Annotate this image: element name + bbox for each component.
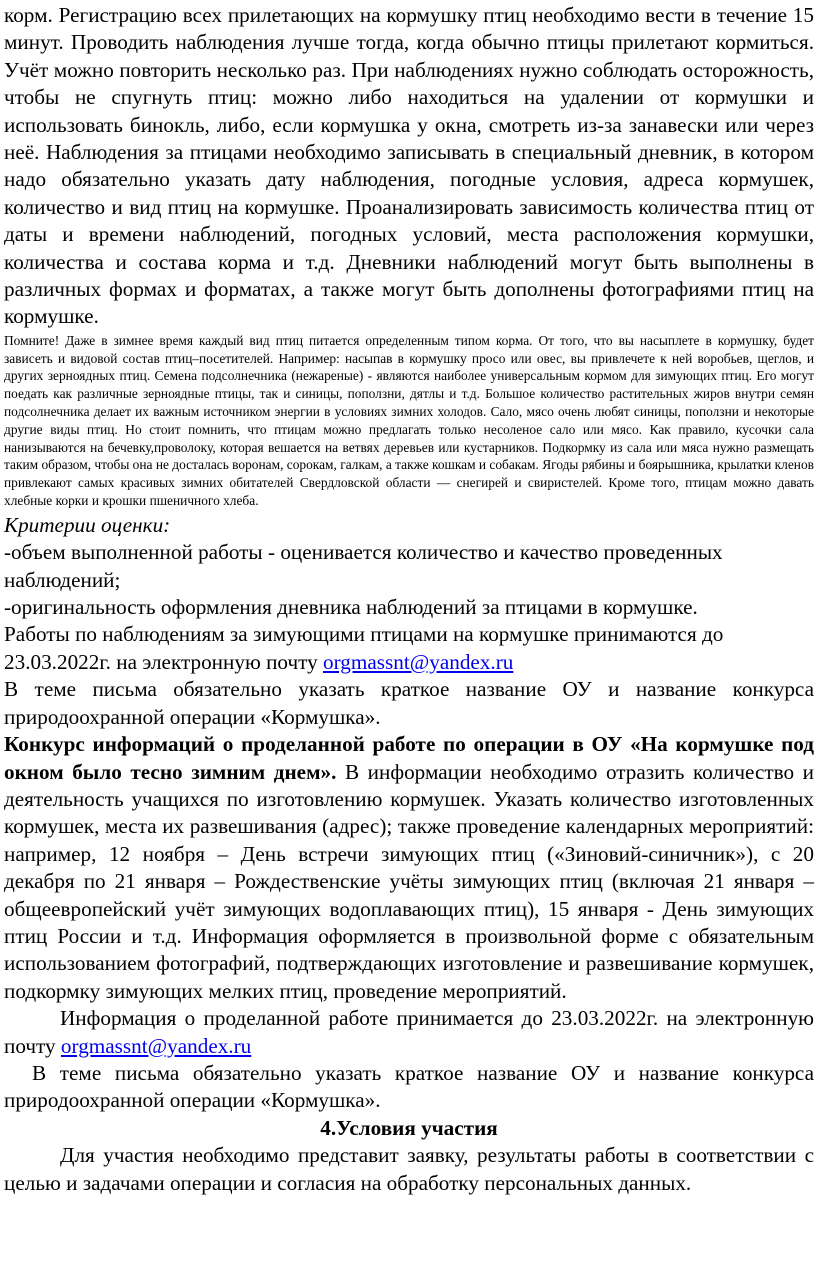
deadline-text-2: Информация о проделанной работе принимается до 23.03.2022г. на электронную почту [4, 1006, 814, 1058]
reminder-lead: Помните! [4, 332, 66, 348]
subject-paragraph-1: В теме письма обязательно указать краткое название ОУ и название конкурса природоохранной операции «Кормушка». [4, 677, 814, 729]
section-heading [4, 1115, 814, 1142]
contest-paragraph [4, 731, 814, 1005]
section-heading-text: 4.Условия участия [320, 1115, 498, 1140]
deadline-text-1: Работы по наблюдениям за зимующими птицами на кормушке принимаются до 23.03.2022г. на электронную почту [4, 622, 724, 674]
subject-paragraph-2: В теме письма обязательно указать краткое название ОУ и название конкурса природоохранной операции «Кормушка». [4, 1060, 814, 1113]
email-link-1[interactable]: orgmassnt@yandex.ru [323, 649, 514, 674]
observation-paragraph: корм. Регистрацию всех прилетающих на кормушку птиц необходимо вести в течение 15 минут. Проводить наблюдения лучше тогда, когда обычно птицы прилетают кормиться. Учёт можно повторить несколько раз. При наблюдениях нужно соблюдать осторожность, чтобы не спугнуть птиц: можно либо находиться на удалении от кормушки и использовать бинокль, либо, если кормушка у окна, смотреть из-за занавески или через неё. Наблюдения за птицами необходимо записывать в специальный дневник, в котором надо обязательно указать дату наблюдения, погодные условия, адреса кормушек, количество и вид птиц на кормушке. Проанализировать зависимость количества птиц от даты и времени наблюдений, погодных условий, места расположения кормушки, количества и состава корма и т.д. Дневники наблюдений могут быть выполнены в различных формах и форматах, а также могут быть дополнены фотографиями птиц на кормушке. [4, 3, 814, 329]
reminder-text: Даже в зимнее время каждый вид птиц питается определенным типом корма. От того, что вы насыплете в кормушку, будет зависеть и видовой состав птиц–посетителей. Например: насыпав в кормушку просо или овес, вы привлечете к ней воробьев, щеглов, и других зерноядных птиц. Семена подсолнечника (нежареные) - являются наиболее универсальным кормом для зимующих птиц. Его могут поедать как различные зерноядные птицы, так и синицы, поползни, дятлы и т.д. Большое количество растительных жиров внутри семян подсолнечника делает их важным источником энергии в условиях зимних холодов. Сало, мясо очень любят синицы, поползни и некоторые другие виды птиц. Но стоит помнить, что птицам можно предлагать только несоленое сало или мясо. Как правило, кусочки сала нанизываются на бечевку,проволоку, которая вешается на ветвях деревьев или кустарников. Подкормку из сала или мяса нужно размещать таким образом, чтобы она не досталась воронам, сорокам, галкам, а также кошкам и собакам. Ягоды рябины и боярышника, крылатки кленов привлекают самых красивых зимних обитателей Свердловской области — снегирей и свиристелей. Кроме того, птицам можно давать хлебные корки и крошки пшеничного хлеба. [4, 332, 814, 509]
criteria-item-originality: -оригинальность оформления дневника наблюдений за птицами в кормушке. [4, 595, 698, 620]
deadline-paragraph-2 [4, 1005, 814, 1060]
conditions-paragraph: Для участия необходимо представит заявку, результаты работы в соответствии с целью и задачами операции и согласия на обработку персональных данных. [4, 1143, 814, 1195]
contest-title: Конкурс информаций о проделанной работе по операции в ОУ «На кормушке под окном было тесно зимним днем». [4, 732, 814, 784]
deadline-paragraph-1 [4, 621, 814, 676]
reminder-paragraph [4, 332, 814, 510]
email-link-2[interactable]: orgmassnt@yandex.ru [60, 1033, 252, 1058]
criteria-title: Критерии оценки: [4, 512, 171, 537]
criteria-item-volume: -объем выполненной работы - оценивается количество и качество проведенных наблюдений; [4, 540, 723, 592]
contest-text: В информации необходимо отразить количество и деятельность учащихся по изготовлению кормушек. Указать количество изготовленных кормушек, места их развешивания (адрес); также проведение календарных мероприятий: например, 12 ноября – День встречи зимующих птиц («Зиновий-синичник»), с 20 декабря по 21 января – Рождественские учёты зимующих птиц (включая 21 января – общеевропейский учёт зимующих водоплавающих птиц), 15 января - День зимующих птиц России и т.д. Информация оформляется в произвольной форме с обязательным использованием фотографий, подтверждающих изготовление и развешивание кормушек, подкормку зимующих мелких птиц, проведение мероприятий. [4, 759, 814, 1003]
